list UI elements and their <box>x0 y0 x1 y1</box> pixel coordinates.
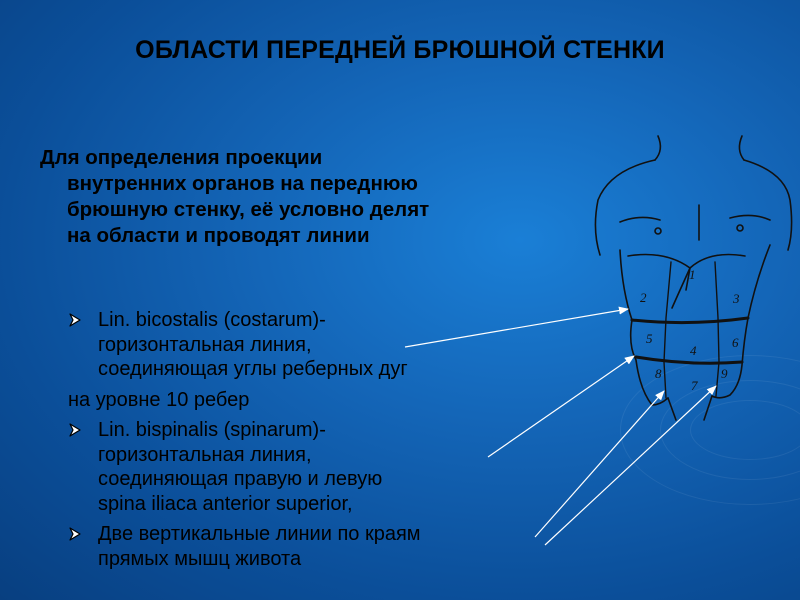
list-item-line: горизонтальная линия, <box>98 333 312 356</box>
intro-line: внутренних органов на переднюю <box>67 172 418 195</box>
list-item-line: spina iliaca anterior superior, <box>98 492 353 515</box>
region-number: 7 <box>691 378 698 393</box>
slide-title: ОБЛАСТИ ПЕРЕДНЕЙ БРЮШНОЙ СТЕНКИ <box>135 36 665 64</box>
list-item-line: прямых мышц живота <box>98 547 302 570</box>
intro-line: Для определения проекции <box>40 146 323 169</box>
list-item-line: Lin. bicostalis (costarum)- <box>98 309 326 331</box>
region-number: 8 <box>655 366 662 381</box>
list-item-line: соединяющая правую и левую <box>98 468 383 490</box>
region-number: 2 <box>640 290 647 305</box>
plain-line: на уровне 10 ребер <box>68 388 250 411</box>
list-item-line: соединяющая углы реберных дуг <box>98 358 408 380</box>
list-item-line: Две вертикальные линии по краям <box>98 523 421 545</box>
intro-line: на области и проводят линии <box>67 224 370 247</box>
arrow-to-bicostal-line <box>405 309 628 347</box>
region-number: 1 <box>689 267 696 282</box>
region-number: 6 <box>732 335 739 350</box>
region-number: 9 <box>721 366 728 381</box>
list-item-line: горизонтальная линия, <box>98 443 312 466</box>
region-number: 3 <box>733 291 740 306</box>
list-item-line: Lin. bispinalis (spinarum)- <box>98 419 326 441</box>
region-number: 5 <box>646 331 653 346</box>
region-number: 4 <box>690 343 697 358</box>
intro-line: брюшную стенку, её условно делят <box>67 198 430 221</box>
